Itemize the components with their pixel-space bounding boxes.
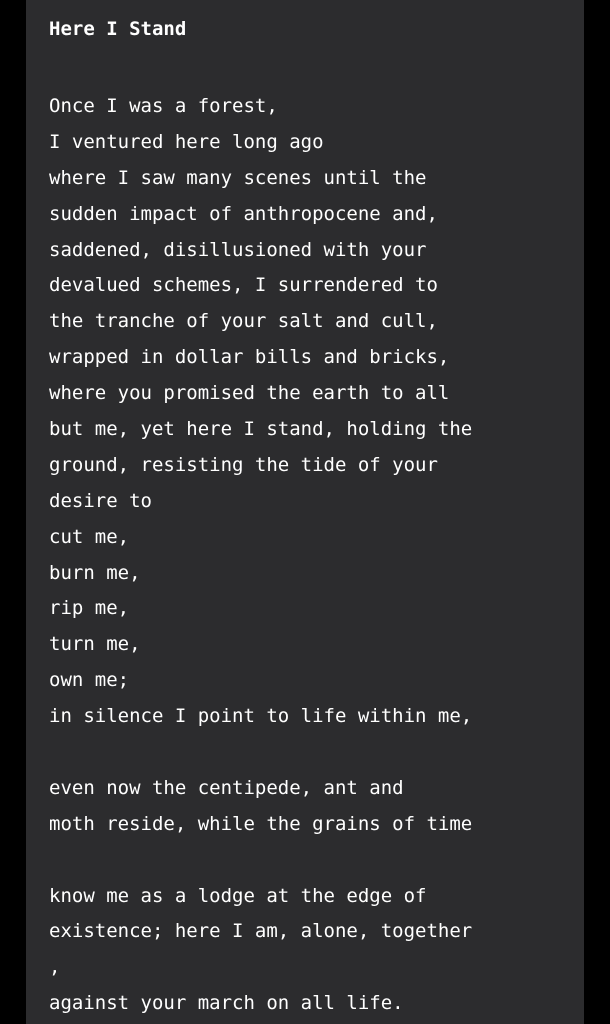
poem-line: but me, yet here I stand, holding the [49, 418, 473, 441]
poem-line: I ventured here long ago [49, 130, 324, 153]
poem-line: against your march on all life. [49, 992, 404, 1015]
poem-line: saddened, disillusioned with your [49, 238, 427, 261]
poem-body [49, 89, 569, 1022]
poem-line: where I saw many scenes until the [49, 166, 427, 189]
poem-line: rip me, [49, 597, 130, 620]
poem-line: turn me, [49, 633, 141, 656]
poem-line: where you promised the earth to all [49, 382, 450, 405]
blank-line [49, 735, 569, 771]
poem-line: Once I was a forest, [49, 95, 278, 117]
poem-line: moth reside, while the grains of time [49, 812, 473, 835]
blank-line [49, 843, 569, 879]
poem-line: know me as a lodge at the edge of [49, 884, 427, 907]
poem-line: sudden impact of anthropocene and, [49, 202, 438, 225]
poem-line: cut me, [49, 525, 130, 548]
poem-line: existence; here I am, alone, together [49, 920, 473, 943]
poem-line: wrapped in dollar bills and bricks, [49, 346, 450, 369]
poem-line: burn me, [49, 561, 141, 584]
poem-line: desire to [49, 489, 152, 512]
poem-line: the tranche of your salt and cull, [49, 310, 438, 333]
poem-line: devalued schemes, I surrendered to [49, 274, 438, 297]
poem-line: even now the centipede, ant and [49, 776, 404, 799]
poem-line: own me; [49, 669, 130, 692]
poem-line: ground, resisting the tide of your [49, 453, 438, 476]
poem-line: in silence I point to life within me, [49, 705, 473, 728]
poem-title: Here I Stand [49, 18, 187, 40]
poem-line: , [49, 956, 61, 979]
